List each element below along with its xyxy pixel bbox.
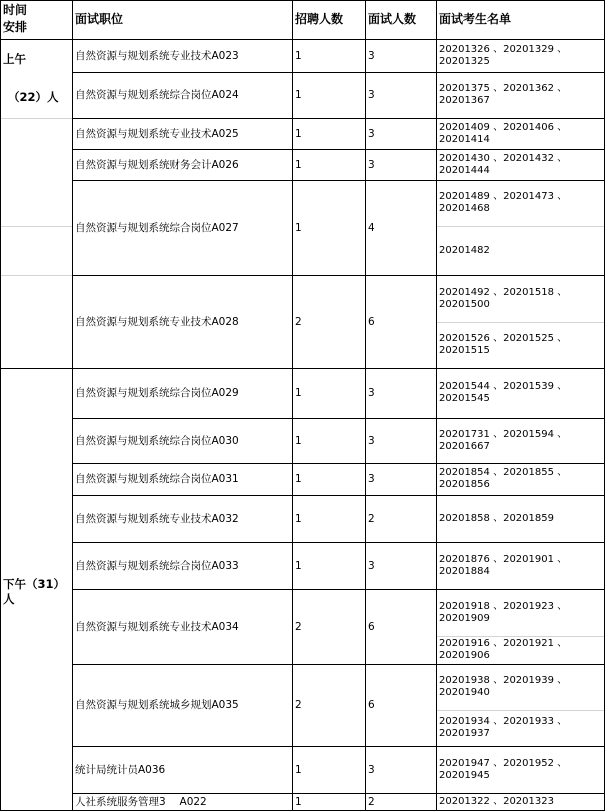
interview-count-cell: 3 xyxy=(368,763,375,776)
candidate-list-lines xyxy=(439,83,567,107)
candidate-line: 20201940 xyxy=(439,687,490,698)
candidate-line: 20201731 、20201594 、 xyxy=(439,428,568,440)
candidate-line: 20201854 、20201855 、 xyxy=(439,467,568,478)
hired-count-cell: 2 xyxy=(295,699,302,711)
candidate-line: 20201367 xyxy=(439,95,490,106)
candidate-list-lines xyxy=(439,44,567,68)
hired-count-cell: 1 xyxy=(295,512,302,525)
candidate-line: 20201515 xyxy=(439,345,490,356)
candidate-line: 20201858 、20201859 xyxy=(439,512,554,524)
hired-count-cell: 1 xyxy=(295,49,302,62)
candidate-list-lines xyxy=(439,758,567,782)
candidate-line: 20201482 xyxy=(439,244,490,256)
candidate-line: 20201444 xyxy=(439,164,490,176)
candidate-line: 20201489 、20201473 、 xyxy=(439,191,568,202)
candidate-list-lines xyxy=(439,638,567,662)
row-divider xyxy=(0,39,72,40)
candidate-line: 20201322 、20201323 xyxy=(439,795,554,807)
position-cell: 自然资源与规划系统综合岗位A033 xyxy=(75,559,239,572)
interview-count-cell: 3 xyxy=(368,473,375,485)
candidate-line: 20201326 、20201329 、 xyxy=(439,43,568,55)
candidate-list xyxy=(439,322,567,368)
position-cell: 自然资源与规划系统专业技术A025 xyxy=(75,127,239,140)
column-divider xyxy=(436,0,437,811)
candidate-list xyxy=(439,118,567,149)
cell-gridline xyxy=(1,118,72,119)
candidate-line: 20201937 xyxy=(439,728,490,739)
candidate-list xyxy=(439,542,567,589)
candidate-list xyxy=(439,793,554,810)
candidate-list xyxy=(439,636,567,664)
candidate-line: 20201325 xyxy=(439,55,490,67)
position-cell: 自然资源与规划系统城乡规划A035 xyxy=(75,699,239,711)
candidate-list xyxy=(439,418,567,463)
position-cell: 统计局统计员A036 xyxy=(75,763,166,776)
candidate-list-lines xyxy=(439,796,554,808)
hired-count-cell: 1 xyxy=(295,387,302,399)
candidate-line: 20201947 、20201952 、 xyxy=(439,757,568,769)
interview-count-cell: 4 xyxy=(368,221,375,234)
candidate-list-lines xyxy=(439,513,554,525)
candidate-line: 20201468 xyxy=(439,203,490,214)
candidate-list xyxy=(439,746,567,793)
position-cell: 自然资源与规划系统财务会计A026 xyxy=(75,158,239,171)
interview-count-cell: 3 xyxy=(368,158,375,171)
hired-count-cell: 1 xyxy=(295,473,302,485)
position-cell: 人社系统服务管理3 A022 xyxy=(75,795,207,808)
candidate-list-lines xyxy=(439,601,567,625)
candidate-line: 20201906 xyxy=(439,650,490,661)
candidate-list xyxy=(439,72,567,118)
hired-count-cell: 1 xyxy=(295,127,302,140)
header-hired: 招聘人数 xyxy=(295,12,344,26)
candidate-list-lines xyxy=(439,675,567,699)
candidate-list-lines xyxy=(439,153,567,177)
candidate-line: 20201544 、20201539 、 xyxy=(439,381,568,392)
candidate-line: 20201430 、20201432 、 xyxy=(439,152,568,164)
hired-count-cell: 1 xyxy=(295,89,302,101)
position-cell: 自然资源与规划系统综合岗位A030 xyxy=(75,434,239,447)
candidate-list xyxy=(439,710,567,746)
candidate-list xyxy=(439,149,567,180)
position-cell: 自然资源与规划系统综合岗位A027 xyxy=(75,221,239,234)
position-cell: 自然资源与规划系统综合岗位A029 xyxy=(75,387,239,399)
candidate-list xyxy=(439,275,567,322)
position-cell: 自然资源与规划系统综合岗位A024 xyxy=(75,89,239,101)
candidate-line: 20201526 、20201525 、 xyxy=(439,333,568,344)
column-divider xyxy=(292,0,293,811)
hired-count-cell: 1 xyxy=(295,434,302,447)
candidate-line: 20201545 xyxy=(439,393,490,404)
header-position: 面试职位 xyxy=(75,12,124,26)
candidate-line: 20201492 、20201518 、 xyxy=(439,286,568,298)
candidate-line: 20201934 、20201933 、 xyxy=(439,716,568,727)
candidate-list-lines xyxy=(439,122,567,146)
afternoon-session-label: 下午（31） xyxy=(3,577,66,591)
interview-count-cell: 2 xyxy=(368,512,375,525)
candidate-line: 20201414 xyxy=(439,133,490,145)
hired-count-cell: 1 xyxy=(295,559,302,572)
candidate-list-lines xyxy=(439,333,567,357)
candidate-line: 20201500 xyxy=(439,298,490,310)
candidate-line: 20201916 、20201921 、 xyxy=(439,638,568,649)
interview-count-cell: 6 xyxy=(368,699,375,711)
cell-gridline xyxy=(1,226,72,227)
interview-count-cell: 3 xyxy=(368,127,375,140)
afternoon-session-count: 人 xyxy=(3,592,15,606)
header-time-line1: 时间 xyxy=(3,3,28,17)
candidate-line: 20201667 xyxy=(439,440,490,452)
candidate-line: 20201909 xyxy=(439,612,490,624)
interview-count-cell: 3 xyxy=(368,89,375,101)
candidate-line: 20201876 、20201901 、 xyxy=(439,553,568,565)
hired-count-cell: 2 xyxy=(295,620,302,633)
candidate-line: 20201938 、20201939 、 xyxy=(439,675,568,686)
hired-count-cell: 1 xyxy=(295,158,302,171)
candidate-list-lines xyxy=(439,287,567,311)
row-divider xyxy=(0,368,72,369)
candidate-line: 20201856 xyxy=(439,479,490,490)
candidate-list-lines xyxy=(439,245,490,257)
interview-count-cell: 3 xyxy=(368,387,375,399)
header-time-line2: 安排 xyxy=(3,20,28,34)
candidate-list xyxy=(439,463,567,495)
column-divider xyxy=(0,0,1,811)
candidate-line: 20201884 xyxy=(439,565,490,577)
morning-session-label: 上午 xyxy=(3,52,26,66)
candidate-list xyxy=(439,664,567,710)
candidate-line: 20201375 、20201362 、 xyxy=(439,83,568,94)
interview-count-cell: 6 xyxy=(368,315,375,328)
candidate-list-lines xyxy=(439,554,567,578)
candidate-list xyxy=(439,495,554,542)
position-cell: 自然资源与规划系统专业技术A028 xyxy=(75,315,239,328)
header-time xyxy=(3,4,27,34)
candidate-list-lines xyxy=(439,467,567,491)
candidate-list xyxy=(439,39,567,72)
candidate-list xyxy=(439,589,567,636)
hired-count-cell: 1 xyxy=(295,763,302,776)
header-names: 面试考生名单 xyxy=(439,12,512,26)
candidate-list-lines xyxy=(439,429,567,453)
interview-count-cell: 3 xyxy=(368,434,375,447)
candidate-line: 20201409 、20201406 、 xyxy=(439,121,568,133)
hired-count-cell: 2 xyxy=(295,315,302,328)
hired-count-cell: 1 xyxy=(295,795,302,808)
interview-count-cell: 3 xyxy=(368,559,375,572)
column-divider xyxy=(365,0,366,811)
candidate-line: 20201918 、20201923 、 xyxy=(439,600,568,612)
morning-session-count: （22）人 xyxy=(8,90,59,104)
candidate-list-lines xyxy=(439,381,567,405)
interview-count-cell: 6 xyxy=(368,620,375,633)
interview-count-cell: 2 xyxy=(368,795,375,808)
hired-count-cell: 1 xyxy=(295,221,302,234)
candidate-line: 20201945 xyxy=(439,769,490,781)
cell-gridline xyxy=(1,275,72,276)
position-cell: 自然资源与规划系统专业技术A023 xyxy=(75,49,239,62)
column-divider xyxy=(72,0,73,811)
position-cell: 自然资源与规划系统综合岗位A031 xyxy=(75,473,239,485)
interview-count-cell: 3 xyxy=(368,49,375,62)
header-interview: 面试人数 xyxy=(368,12,417,26)
position-cell: 自然资源与规划系统专业技术A032 xyxy=(75,512,239,525)
candidate-list xyxy=(439,368,567,418)
candidate-list-lines xyxy=(439,716,567,740)
candidate-list xyxy=(439,180,567,226)
position-cell: 自然资源与规划系统专业技术A034 xyxy=(75,620,239,633)
candidate-list-lines xyxy=(439,191,567,215)
candidate-list xyxy=(439,226,490,275)
